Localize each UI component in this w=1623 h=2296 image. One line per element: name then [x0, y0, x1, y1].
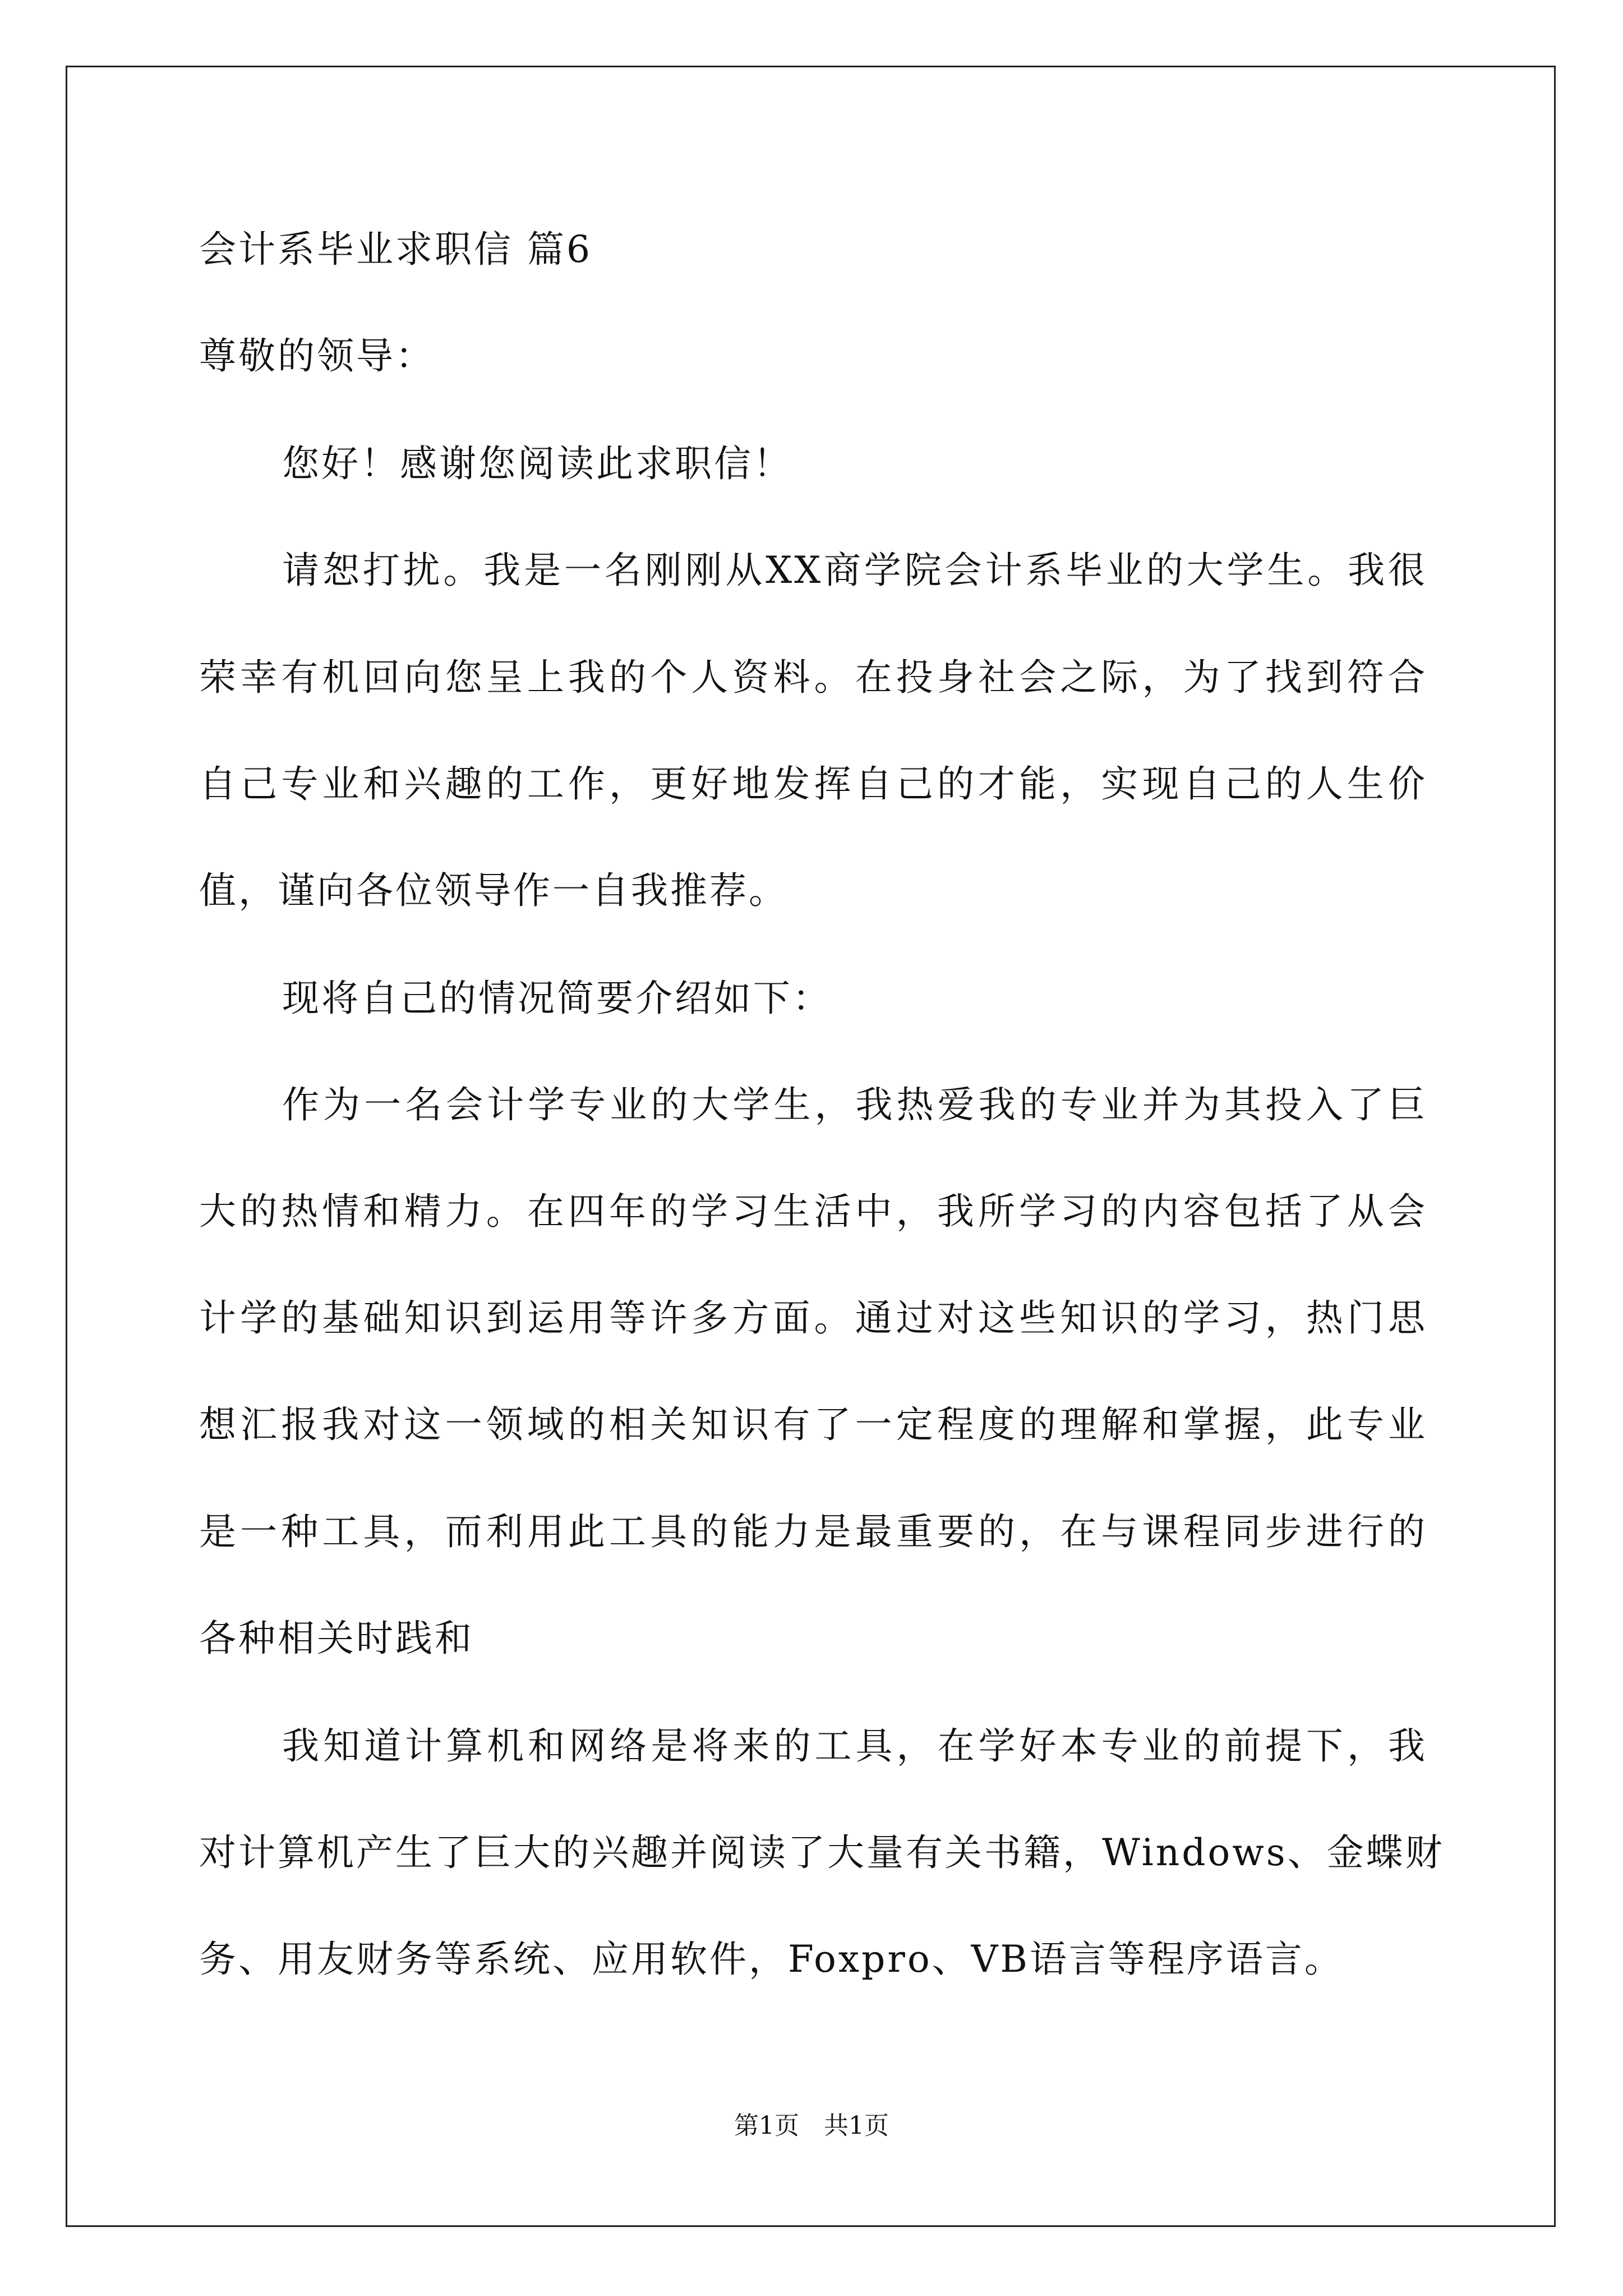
paragraph-line: 作为一名会计学专业的大学生，我热爱我的专业并为其投入了巨 — [282, 1083, 1427, 1126]
salutation: 尊敬的领导： — [199, 334, 435, 378]
page-footer — [0, 2109, 1623, 2143]
paragraph-line: 请恕打扰。我是一名刚刚从XX商学院会计系毕业的大学生。我很 — [282, 549, 1427, 592]
paragraph-line: 是一种工具，而利用此工具的能力是最重要的，在与课程同步进行的 — [199, 1510, 1427, 1553]
page-border — [66, 66, 1556, 2227]
paragraph-line: 现将自己的情况简要介绍如下： — [282, 977, 832, 1020]
paragraph-line: 务、用友财务等系统、应用软件，Foxpro、VB语言等程序语言。 — [199, 1938, 1344, 1981]
paragraph-line: 值，谨向各位领导作一自我推荐。 — [199, 869, 788, 912]
paragraph-line: 想汇报我对这一领域的相关知识有了一定程度的理解和掌握，此专业 — [199, 1403, 1427, 1446]
paragraph-line: 自己专业和兴趣的工作，更好地发挥自己的才能，实现自己的人生价 — [199, 762, 1427, 806]
page-total: 共1页 — [824, 2111, 889, 2140]
paragraph-line: 荣幸有机回向您呈上我的个人资料。在投身社会之际，为了找到符合 — [199, 656, 1427, 699]
paragraph-line: 大的热情和精力。在四年的学习生活中，我所学习的内容包括了从会 — [199, 1190, 1427, 1233]
paragraph-line: 对计算机产生了巨大的兴趣并阅读了大量有关书籍，Windows、金蝶财 — [199, 1831, 1445, 1874]
page-number: 第1页 — [734, 2111, 799, 2140]
paragraph-line: 计学的基础知识到运用等许多方面。通过对这些知识的学习，热门思 — [199, 1296, 1427, 1340]
paragraph-line: 您好！感谢您阅读此求职信！ — [282, 442, 792, 485]
paragraph-line: 各种相关时践和 — [199, 1617, 474, 1660]
document-title: 会计系毕业求职信 篇6 — [199, 228, 592, 271]
paragraph-line: 我知道计算机和网络是将来的工具，在学好本专业的前提下，我 — [282, 1724, 1427, 1768]
